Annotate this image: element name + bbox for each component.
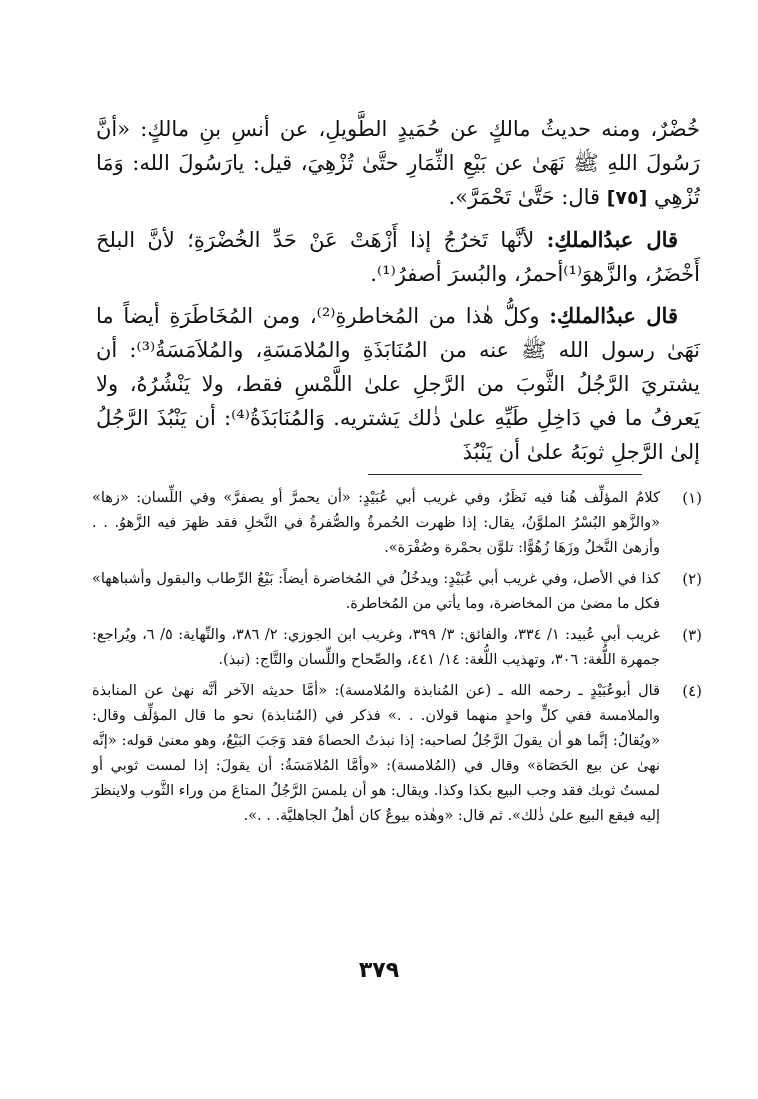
footnote-number: (١) [682, 489, 702, 507]
main-text [96, 112, 700, 477]
footnote-number: (٣) [682, 626, 702, 644]
footnote-3 [92, 623, 702, 673]
paragraph-1-end: قال: حَتَّىٰ تَحْمَرَّ». [448, 185, 601, 209]
footnote-text: كلامُ المؤلِّف هُنا فيه نَظَرٌ، وفي غريب أبي عُبَيْدٍ: «أن يحمرَّ أو يصفرَّ» وفي اللِّسان: «زها» «والزَّهو البُسْرُ الملوَّنُ، يقال: إذا ظهرت الحُمرةُ والصُّفرةُ في النَّخلِ فقد ظهرَ فيه الزَّهوُ. . . وأزهىٰ النَّخلُ وزَهَا زُهُوًّا: تلوَّن بحمْرة وصُفْرَة». [92, 490, 660, 556]
paragraph-3 [96, 299, 700, 469]
footnote-4 [92, 679, 702, 829]
footnote-separator [368, 474, 642, 475]
paragraph-2-text: لأنَّها تَخرُجُ إذا أَزْهَتْ عَنْ حَدِّ الخُضْرَةِ؛ لأنَّ البلحَ أَخْضَرُ، والزَّهوَ⁽¹⁾أحمرُ، والبُسرَ أصفرُ⁽¹⁾. [96, 228, 700, 286]
footnote-1 [92, 486, 702, 561]
speaker-label: قال عبدُالملكِ: [549, 303, 678, 328]
footnote-text: غريب أبي عُبيد: ١/ ٣٣٤، والفائق: ٣/ ٣٩٩، وغريب ابن الجوزي: ٢/ ٣٨٦، والنِّهاية: ٥/ ٦، ويُراجع: جمهرة اللُّغة: ٣٠٦، وتهذيب اللُّغة: ١٤/ ٤٤١، والصِّحاح واللِّسان والتَّاج: (نبذ). [92, 627, 660, 668]
paragraph-1-text: خُضْرٌ، ومنه حديثُ مالكٍ عن حُمَيدٍ الطَّويلِ، عن أنسِ بنِ مالكٍ: «أنَّ رَسُولَ اللهِ ﷺ نَهَىٰ عن بَيْعِ الثِّمَارِ حتَّىٰ تُزْهِيَ، قيل: يارَسُولَ الله: وَمَا تُزْهِي [96, 117, 700, 209]
page-number: ٣٧٩ [358, 958, 400, 983]
paragraph-3-text: وكلُّ هٰذا من المُخاطرةِ⁽²⁾، ومن المُخَاطَرَةِ أيضاً ما نَهَىٰ رسول الله ﷺ عنه من المُنَابَذَةِ والمُلامَسَةِ، والمُلاَمَسَةُ⁽³⁾: أن يشتريَ الرَّجُلُ الثَّوبَ من الرَّجلِ علىٰ اللَّمْسِ فقط، ولا يَنْشُرُهُ، ولا يَعرفُ ما في دَاخِلِ طَيِّهِ علىٰ ذٰلك يَشتريه. وَالمُنَابَذَةُ⁽⁴⁾: أن يَنْبُذَ الرَّجُلُ إلىٰ الرَّجلِ ثوبَهُ علىٰ أن يَنْبُذَ [96, 304, 701, 464]
page-marker: [٧٥] [606, 187, 648, 209]
footnote-number: (٤) [682, 682, 702, 700]
footnote-2 [92, 567, 702, 617]
footnotes [92, 486, 702, 835]
speaker-label: قال عبدُالملكِ: [546, 227, 679, 252]
paragraph-2 [96, 223, 700, 291]
paragraph-1 [96, 112, 700, 215]
footnote-text: قال أبوعُبَيْدٍ ـ رحمه الله ـ (عن المُنابذة والمُلامسة): «أمَّا حديثه الآخر أنَّه نهىٰ عن المنابذة والملامسة ففي كلٍّ واحدٍ منهما قولان. . .» فذكر في (المُنابذة) نحو ما قال المؤلِّف وقال: «ويُقالُ: إنَّما هو أن يقولَ الرَّجُلُ لصاحبه: إذا نبذتُ الحصاةَ فقد وَجَبَ البَيْعُ، وهو معنىٰ قوله: «إنَّه نهىٰ عن بيع الحَصَاة» وقال في (المُلامسة): «وأمَّا المُلامَسَةُ: أن يقولَ: إذا لمست ثوبي أو لمستُ ثوبك فقد وجب البيع بكذا وكذا. ويقال: هو أن يلمسَ الرَّجُلُ المتاعَ من وراء الثَّوب ولاينظرَ إليه فيقع البيع علىٰ ذٰلك». ثم قال: «وهٰذه بيوعٌ كان أهلُ الجاهليَّة. . .». [92, 683, 660, 824]
footnote-number: (٢) [682, 570, 702, 588]
footnote-text: كذا في الأصل، وفي غريب أبي عُبَيْدٍ: ويدخُلُ في المُخاضرة أيضاً: بَيْعُ الرِّطاب والبقول وأشباهها» فكل ما مضىٰ من المخاضرة، وما يأتي من المُخاطرة. [92, 571, 660, 612]
